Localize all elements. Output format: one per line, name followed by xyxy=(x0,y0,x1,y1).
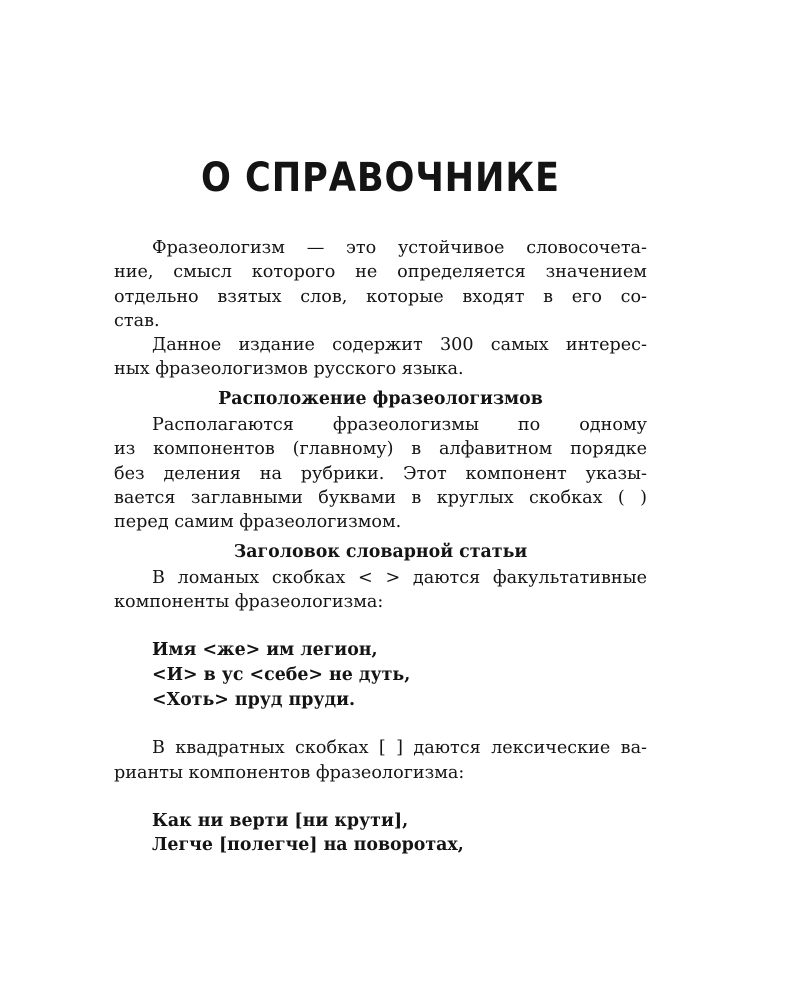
example-line: <Хоть> пруд пруди. xyxy=(152,689,356,710)
text-line: Располагаются фразеологизмы по одному xyxy=(152,415,647,436)
angle-brackets-examples xyxy=(114,638,647,712)
text-line: став. xyxy=(114,310,160,331)
text-line: рианты компонентов фразеологизма: xyxy=(114,762,465,783)
text-line: В ломаных скобках < > даются факультативные xyxy=(152,567,647,588)
example-line: Как ни верти [ни крути], xyxy=(152,810,409,831)
square-brackets-examples xyxy=(114,809,647,858)
intro-paragraph-1 xyxy=(114,236,647,333)
example-line: Имя <же> им легион, xyxy=(152,640,378,661)
example-line: <И> в ус <себе> не дуть, xyxy=(152,665,411,686)
text-line: Фразеологизм — это устойчивое словосочета- xyxy=(152,238,647,258)
intro-paragraph-2 xyxy=(114,333,647,382)
page-body xyxy=(114,236,647,858)
text-line: компоненты фразеологизма: xyxy=(114,592,384,613)
text-line: из компонентов (главному) в алфавитном порядке xyxy=(114,439,647,460)
page-title: О СПРАВОЧНИКЕ xyxy=(201,155,560,201)
text-line: ние, смысл которого не определяется значением xyxy=(114,262,647,283)
arrangement-paragraph xyxy=(114,413,647,534)
section-heading-arrangement: Расположение фразеологизмов xyxy=(218,388,543,409)
text-line: перед самим фразеологизмом. xyxy=(114,512,402,533)
text-line: Данное издание содержит 300 самых интерес- xyxy=(152,335,647,356)
spacer xyxy=(114,785,647,809)
example-line: Легче [полегче] на поворотах, xyxy=(152,835,464,856)
text-line: без деления на рубрики. Этот компонент указы- xyxy=(114,463,647,484)
spacer xyxy=(114,712,647,736)
text-line: вается заглавными буквами в круглых скобках ( ) xyxy=(114,487,647,508)
text-line: отдельно взятых слов, которые входят в его со- xyxy=(114,286,647,307)
text-line: В квадратных скобках [ ] даются лексические ва- xyxy=(152,738,647,759)
section-heading-entry-title: Заголовок словарной статьи xyxy=(233,541,528,562)
book-page xyxy=(114,0,647,1000)
angle-brackets-paragraph xyxy=(114,566,647,615)
spacer xyxy=(114,614,647,638)
text-line: ных фразеологизмов русского языка. xyxy=(114,359,464,380)
square-brackets-paragraph xyxy=(114,736,647,785)
